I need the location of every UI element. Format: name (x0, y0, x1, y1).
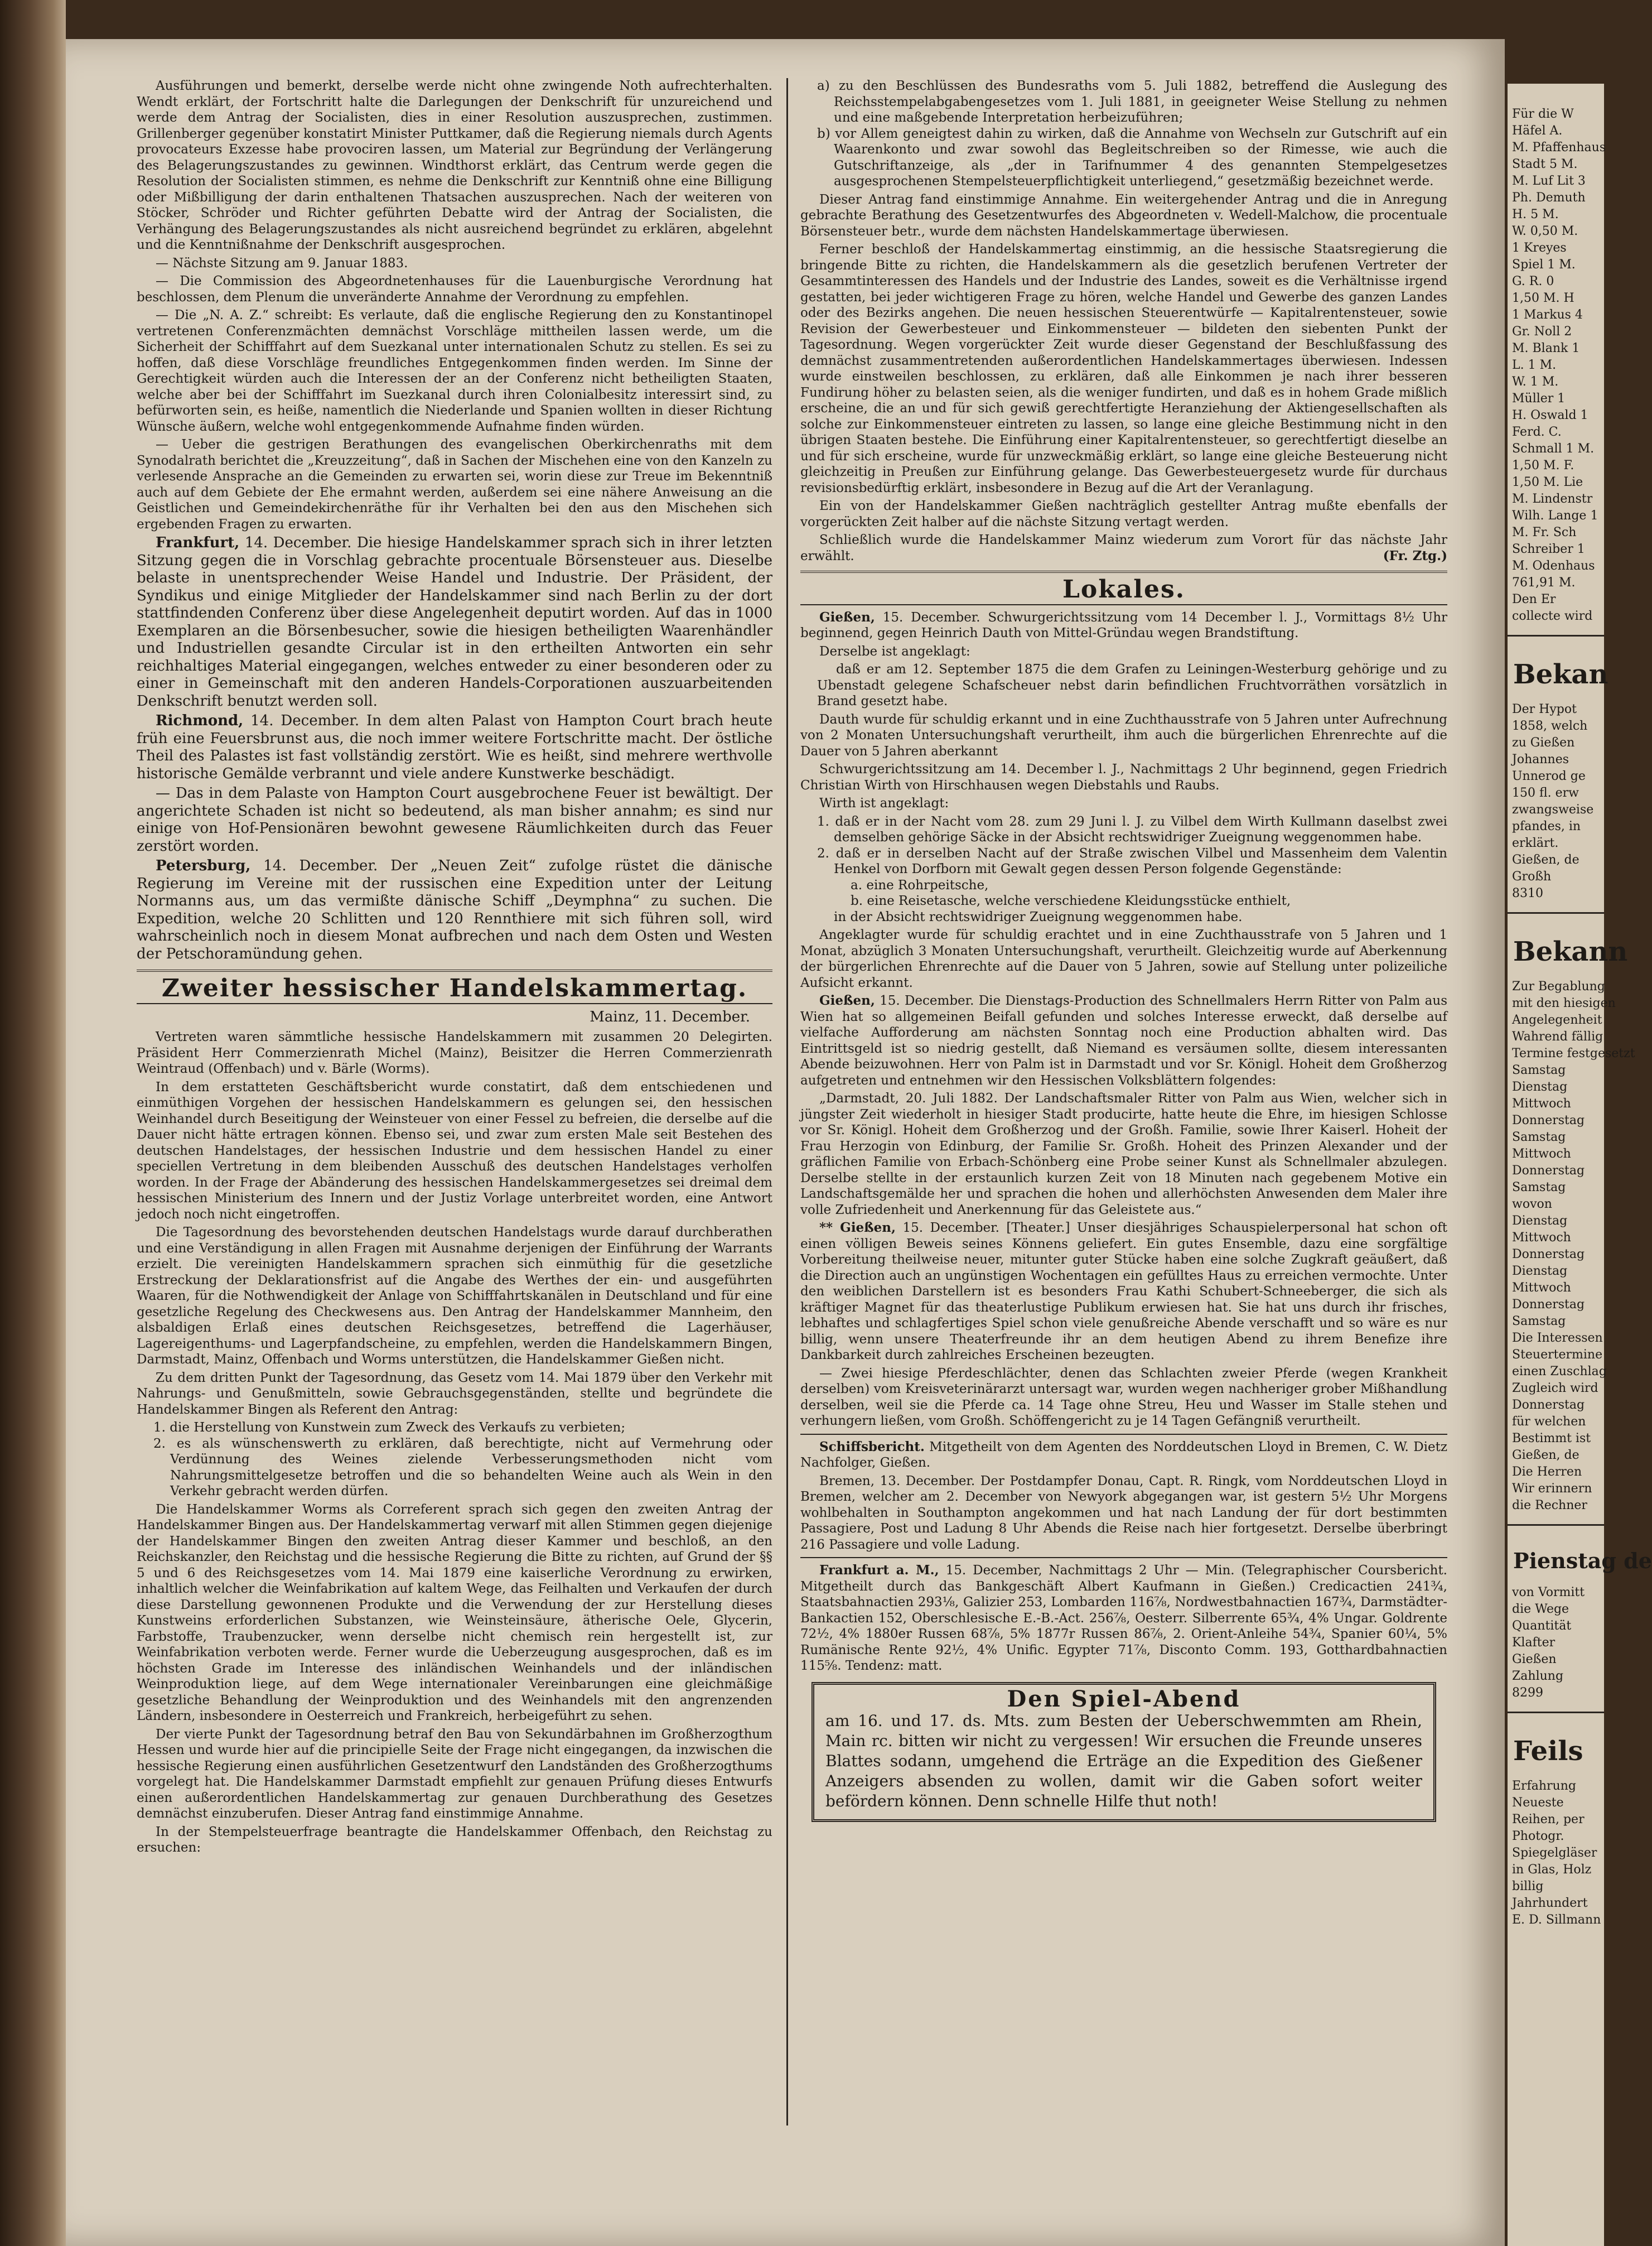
adjacent-text-line: Mittwoch (1512, 1147, 1571, 1161)
news-item-richmond-followup: — Das in dem Palaste von Hampton Court ausgebrochene Feuer ist bewältigt. Der angerichtete Schaden ist nicht so bedeutend, als man bisher annahm; es sind nur einige von Hof-Pensionären bewohnt gewesene Räumlichkeiten durch das Feuer zerstört worden. (137, 785, 772, 855)
adjacent-text-line: Häfel A. (1512, 124, 1563, 138)
news-text: 15. December, Nachmittags 2 Uhr — Min. (Telegraphischer Coursbericht. Mitgetheilt durch das Bankgeschäft Albert Kaufmann in Gießen.) Credicactien 241¾, Staatsbahnactien 293⅛, Galizier 253, Lombarden 116⅞, Nordwestbahnactien 167¾, Darmstädter-Bankactien 152, Oberschlesische E.-B.-Act. 256⅞, Oesterr. Silberrente 65¾, 4% Ungar. Goldrente 72½, 4% 1880er Russen 68⅞, 5% 1877r Russen 86⅞, 2. Orient-Anleihe 54¾, Spanier 60¼, 5% Rumänische Rente 92½, 4% Unific. Egypter 71⅞, Disconto Comm. 193, Gotthardbahnactien 115⅝. Tendenz: matt. (800, 1563, 1447, 1673)
article-paragraph: Vertreten waren sämmtliche hessische Handelskammern mit zusammen 20 Delegirten. Präsident Herr Commerzienrath Michel (Mainz), Beisitzer die Herren Commerzienrath Weintraud (Offenbach) und v. Bärle (Worms). (137, 1030, 772, 1076)
dateline-place: ** Gießen, (819, 1220, 896, 1235)
adjacent-text-line: 8310 (1512, 886, 1543, 900)
news-item-frankfurt (137, 534, 772, 710)
charge-label: Derselbe ist angeklagt: (819, 644, 970, 659)
right-column (800, 78, 1447, 1822)
adjacent-text-line: G. R. 0 (1512, 274, 1554, 288)
dateline-place: Gießen, (819, 609, 875, 625)
news-text: 15. December. Die Dienstags-Production des Schnellmalers Herrn Ritter von Palm aus Wien hat so allgemeinen Beifall gefunden und solches Interesse erweckt, daß derselbe auf vielfache Aufforderung am nächsten Sonntag noch eine Production abhalten wird. Das Eintrittsgeld ist so niedrig gestellt, daß Niemand es versäumen sollte, diesem interessanten Abende beizuwohnen. Herr von Palm ist in Darmstadt und vor Sr. Königl. Hoheit dem Großherzog aufgetreten und entnehmen wir den Hessischen Volksblättern folgendes: (800, 994, 1447, 1088)
adjacent-text-line: die Wege (1512, 1602, 1569, 1616)
adjacent-page (1506, 84, 1652, 2246)
counts-list (817, 814, 1447, 926)
article-paragraph: Ausführungen und bemerkt, derselbe werde nicht ohne zwingende Noth aufrechterhalten. Wendt erklärt, der Fortschritt halte die Darlegungen der Denkschrift für unzureichend und werde dem Antrag der Socialisten, dies in einer Resolution auszusprechen, zustimmen. Grillenberger gegenüber konstatirt Minister Puttkamer, daß die Regierung niemals durch Agents provocateurs Exzesse habe provociren lassen, um Material zur Begründung der Verlängerung des Belagerungszustandes zu gewinnen. Windthorst erklärt, das Centrum werde gegen die Resolution der Socialisten stimmen, es nehme die Denkschrift zur Kenntniß ohne eine Billigung oder Mißbilligung der darin enthaltenen Thatsachen auszusprechen. Nach der weiteren von Stöcker, Schröder und Richter geführten Debatte wird der Antrag der Socialisten, die Verhängung des Belagerungszustandes als nicht ausreichend begründet zu erklären, abgelehnt und die Kenntnißnahme der Denkschrift ausgesprochen. (137, 79, 772, 252)
article-paragraph: Ferner beschloß der Handelskammertag einstimmig, an die hessische Staatsregierung die bringende Bitte zu richten, die Handelskammern als die gesetzlich berufenen Vertreter der Gesammtinteressen des Handels und der Industrie des Landes, soweit es die Verhältnisse irgend gestatten, bei jeder wichtigeren Frage zu hören, welche Handel und Gewerbe des ganzen Landes oder des Bezirks angehen. Die neuen hessischen Steuerentwürfe — Kapitalrentensteuer, sowie Revision der Gewerbesteuer und Einkommensteuer — bildeten den siebenten Punkt der Tagesordnung. Wegen vorgerückter Zeit wurde dieser Gegenstand der Beschlußfassung des demnächst zusammentretenden außerordentlichen Handelskammertages überwiesen. Indessen wurde einstweilen beschlossen, zu erklären, daß alle Einkommen je nach ihrer besseren Fundirung höher zu belasten seien, als die weniger fundirten, und daß es in hohem Grade mißlich erscheine, die an und für sich gewiß gerechtfertigte Heranziehung der Aktiengesellschaften als solche zur Einkommensteuer eintreten zu lassen, so lange eine gleiche Bestimmung nicht in den übrigen Staaten bestehe. Die Einführung einer Kapitalrentensteuer, so gerechtfertigt dieselbe an und für sich erscheine, wurde für unzweckmäßig erklärt, so lange eine gleiche Besteuerung nicht gleichzeitig in Preußen zur Einführung gelange. Das Gewerbesteuergesetz wurde für durchaus revisionsbedürftig erklärt, insbesondere in Bezug auf die Art der Veranlagung. (800, 242, 1447, 495)
adjacent-heading: Bekann (1513, 936, 1628, 967)
antrag-list (817, 78, 1447, 190)
adjacent-text-line: Die Interessen (1512, 1331, 1603, 1345)
adjacent-text-line: Wir erinnern (1512, 1482, 1592, 1496)
dateline-place: Richmond, (156, 712, 244, 729)
adjacent-text-line: Großh (1512, 870, 1552, 884)
section-rule (137, 970, 772, 972)
adjacent-text-line: Steuertermine (1512, 1348, 1603, 1362)
dateline-place: Frankfurt, (156, 534, 240, 551)
adjacent-text-line: für welchen (1512, 1415, 1586, 1429)
adjacent-text-line: 1858, welch (1512, 719, 1588, 733)
adjacent-text-line: Termine festgesetzt (1512, 1047, 1635, 1061)
adjacent-text-line: Dienstag (1512, 1080, 1568, 1094)
adjacent-text-line: W. 0,50 M. (1512, 224, 1578, 238)
adjacent-text-line: wovon (1512, 1197, 1552, 1211)
list-item: 1. daß er in der Nacht vom 28. zum 29 Juni l. J. zu Vilbel dem Wirth Kullmann daselbst zwei demselben gehörige Säcke in der Absicht rechtswidriger Zueignung weggenommen habe. (817, 814, 1447, 845)
adjacent-text-line: Samstag (1512, 1314, 1566, 1328)
list-item: b) vor Allem geneigtest dahin zu wirken, daß die Annahme von Wechseln zur Gutschrift auf ein Waarenkonto und zwar sowohl das Begleitschreiben so der Rimesse, wie auch die Gutschriftanzeige, als „der in Tarifnummer 4 des genannten Stempelgesetzes ausgesprochenen Stempelsteuerpflichtigkeit unterliegend,“ gesetzmäßig bezeichnet werde. (817, 126, 1447, 189)
news-item-horses: — Zwei hiesige Pferdeschlächter, denen das Schlachten zweier Pferde (wegen Krankheit derselben) vom Kreisveterinärarzt untersagt war, wurden wegen nachheriger grober Mißhandlung derselben, weil sie die Pferde ca. 14 Tage ohne Streu, Heu und Wasser im Stalle stehen und verhungern ließen, vom Großh. Schöffengericht zu je 14 Tagen Gefängniß verurtheilt. (800, 1366, 1447, 1428)
adjacent-text-line: Wilh. Lange 1 (1512, 509, 1598, 523)
adjacent-rule (1508, 1712, 1604, 1713)
news-item-theater (800, 1220, 1447, 1363)
article-paragraph: — Ueber die gestrigen Berathungen des evangelischen Oberkirchenraths mit dem Synodalrath berichtet die „Kreuzzeitung“, daß in Sachen der Mischehen eine von den Kanzeln zu verlesende Ansprache an die Gemeinden zu erwarten sei, worin diese zur Treue im Bekenntniß auch auf dem Gebiete der Ehe ermahnt werden, außerdem sei eine nähere Anweisung an die Geistlichen und Gemeindekirchenräthe für ihr Verhalten bei den aus den Mischehen sich ergebenden Fragen zu erwarten. (137, 437, 772, 532)
article-paragraph: — Die „N. A. Z.“ schreibt: Es verlaute, daß die englische Regierung den zu Konstantinopel vertretenen Conferenzmächten demnächst Vorschläge mittheilen lassen werde, um die Sicherheit der Schifffahrt auf dem Suezkanal unter internationalen Schutz zu stellen. Es sei zu hoffen, daß diese Vorschläge freundliches Entgegenkommen finden werden. Im Sinne der Gerechtigkeit würden auch die Interessen der an der Conferenz nicht betheiligten Staaten, welche aber bei der Schifffahrt im Suezkanal durch ihren Colonialbesitz interessirt sind, zu befürworten sein, es heiße, namentlich die Niederlande und Spanien wollten in dieser Richtung Wünsche äußern, welche wohl entgegenkommende Aufnahme finden würden. (137, 308, 772, 434)
adjacent-text-line: Mittwoch (1512, 1231, 1571, 1245)
adjacent-text-line: Spiel 1 M. (1512, 258, 1576, 272)
article-paragraph: Der vierte Punkt der Tagesordnung betraf den Bau von Sekundärbahnen im Großherzogthum Hessen und wurde hier auf die principielle Seite der Frage nicht eingegangen, da inzwischen die hessische Regierung einen ausführlichen Gesetzentwurf den Landständen des Großherzogthums vorgelegt hat. Die Handelskammer Darmstadt empfiehlt zur genauen Prüfung dieses Entwurfs einen außerordentlichen Handelskammertag zur genauen Durchberathung des Gesetzes demnächst einzuberufen. Dieser Antrag fand einstimmige Annahme. (137, 1727, 772, 1821)
adjacent-text-line: E. D. Sillmann (1512, 1913, 1601, 1927)
adjacent-text-line: Donnerstag (1512, 1398, 1585, 1412)
article-paragraph: In der Stempelsteuerfrage beantragte die Handelskammer Offenbach, den Reichstag zu ersuchen: (137, 1824, 772, 1855)
lokales-heading: Lokales. (1062, 575, 1186, 604)
article-paragraph: Dieser Antrag fand einstimmige Annahme. Ein weitergehender Antrag und die in Anregung gebrachte Berathung des Gesetzentwurfes des Abgeordneten v. Wedell-Malchow, die procentuale Börsensteuer betr., wurde dem nächsten Handelskammertage überwiesen. (800, 192, 1447, 239)
adjacent-text-line: L. 1 M. (1512, 358, 1557, 372)
advertisement-text: am 16. und 17. ds. Mts. zum Besten der Ueberschwemmten am Rhein, Main rc. bitten wir nicht zu vergessen! Wir ersuchen die Freunde unseres Blattes sodann, umgehend die Erträge an die Expedition des Gießener Anzeigers absenden zu wollen, damit wir die Gaben sofort weiter befördern können. Denn schnelle Hilfe thut noth! (825, 1712, 1422, 1810)
source-credit: (Fr. Ztg.) (1383, 548, 1447, 563)
adjacent-text-line: Ferd. C. (1512, 425, 1562, 439)
adjacent-text-line: Donnerstag (1512, 1164, 1585, 1178)
adjacent-text-line: 8299 (1512, 1686, 1543, 1700)
list-item: in der Absicht rechtswidriger Zueignung weggenommen habe. (834, 909, 1243, 924)
list-item: a) zu den Beschlüssen des Bundesraths vom 5. Juli 1882, betreffend die Auslegung des Reichsstempelabgabengesetzes vom 1. Juli 1881, in geeigneter Weise Stellung zu nehmen und eine maßgebende Interpretation herbeizuführen; (817, 79, 1447, 125)
adjacent-rule (1508, 635, 1604, 637)
news-item-petersburg (137, 857, 772, 963)
verdict-text: Dauth wurde für schuldig erkannt und in eine Zuchthausstrafe von 5 Jahren unter Aufrechnung von 2 Monaten Untersuchungshaft verurtheilt, ihm auch die bürgerlichen Ehrenrechte auf die Dauer von 5 Jahren aberkannt (800, 712, 1447, 759)
article-paragraph: — Die Commission des Abgeordnetenhauses für die Lauenburgische Verordnung hat beschlossen, dem Plenum die unveränderte Annahme der Verordnung zu empfehlen. (137, 274, 772, 305)
adjacent-text-line: Der Hypot (1512, 702, 1577, 716)
ship-report-body: Bremen, 13. December. Der Postdampfer Donau, Capt. R. Ringk, vom Norddeutschen Lloyd in Bremen, welcher am 2. December von Newyork abgegangen war, ist gestern 5½ Uhr Morgens wohlbehalten in Southampton angekommen und hat nach Landung der für dort bestimmten Passagiere, Post und Ladung 8 Uhr Abends die Reise nach hier fortgesetzt. Derselbe überbringt 216 Passagiere und volle Ladung. (800, 1473, 1447, 1552)
adjacent-text-line: 1,50 M. F. (1512, 459, 1574, 473)
article-paragraph: Ein von der Handelskammer Gießen nachträglich gestellter Antrag mußte ebenfalls der vorgerückten Zeit halber auf die nächste Sitzung vertagt werden. (800, 499, 1447, 529)
adjacent-heading: Feils (1513, 1736, 1583, 1767)
adjacent-text-line: Photogr. (1512, 1829, 1564, 1843)
adjacent-text-line: Wahrend fällig (1512, 1030, 1603, 1044)
stock-report (800, 1563, 1447, 1674)
adjacent-text-line: 1,50 M. Lie (1512, 475, 1583, 489)
adjacent-text-line: Gießen, de (1512, 853, 1579, 867)
adjacent-text-line: pfandes, in (1512, 820, 1581, 833)
dateline-place: Petersburg, (156, 857, 251, 874)
adjacent-text-line: collecte wird (1512, 609, 1593, 623)
adjacent-text-line: 1 Markus 4 (1512, 308, 1583, 322)
article-paragraph: Die Handelskammer Worms als Correferent sprach sich gegen den zweiten Antrag der Handelskammer Bingen aus. Der Handelskammertag verwarf mit allen Stimmen gegen diejenige der Handelskammer Bingen den zweiten Antrag dieser Kammer und beschloß, an den Reichskanzler, den Reichstag und die hessische Regierung die Bitte zu richten, auf Grund der §§ 5 und 6 des Reichsgesetzes vom 14. Mai 1879 eine kaiserliche Verordnung zu erwirken, inhaltlich welcher die Weinfabrikation auf kaltem Wege, das Feilhalten und Verkaufen der durch diese Darstellung gewonnenen Produkte und die Verwendung der zur Herstellung dieses Kunstweins erforderlichen Substanzen, wie Weinsteinsäure, ätherische Oele, Glycerin, Farbstoffe, Traubenzucker, wenn derselbe nicht chemisch rein hergestellt ist, zur Weinfabrikation verboten werde. Ferner wurde die Ueberzeugung ausgesprochen, daß es im höchsten Grade im Interesse des inländischen Weinhandels und der inländischen Weinproduktion liege, auf dem Wege internationaler Vereinbarungen eine gleichmäßige gesetzliche Behandlung der Weinproduktion und des Weinhandels mit den angrenzenden Ländern, insbesondere in Oesterreich und Frankreich, herbeigeführt zu sehen. (137, 1502, 772, 1723)
adjacent-text-line: einen Zuschlag (1512, 1365, 1607, 1379)
adjacent-text-line: Reihen, per (1512, 1813, 1585, 1826)
adjacent-rule (1508, 1524, 1604, 1526)
article-paragraph: Zu dem dritten Punkt der Tagesordnung, das Gesetz vom 14. Mai 1879 über den Verkehr mit Nahrungs- und Genußmitteln, sowie Gebrauchsgegenständen, stellte und begründete die Handelskammer Bingen als Referent den Antrag: (137, 1370, 772, 1417)
adjacent-rule (1508, 912, 1604, 914)
adjacent-text-line: Für die W (1512, 107, 1574, 121)
court-report (800, 610, 1447, 642)
numbered-list (153, 1420, 772, 1500)
adjacent-text-line: 761,91 M. (1512, 576, 1576, 590)
news-text: Mitgetheilt von dem Agenten des Norddeutschen Lloyd in Bremen, C. W. Dietz Nachfolger, Gießen. (800, 1439, 1447, 1470)
advertisement-box (811, 1682, 1436, 1823)
adjacent-text-line: M. Blank 1 (1512, 341, 1580, 355)
adjacent-text-line: Erfahrung (1512, 1779, 1576, 1793)
list-item: 1. die Herstellung von Kunstwein zum Zweck des Verkaufs zu verbieten; (153, 1420, 626, 1435)
news-text: 15. December. [Theater.] Unser diesjähriges Schauspielerpersonal hat schon oft einen völligen Beweis seines Könnens geliefert. Ein gutes Ensemble, dazu eine sorgfältige Vorbereitung theilweise neuer, mitunter guter Stücke haben eine solche Zugkraft geäußert, daß die Direction auch an ungünstigen Wochentagen ein gefülltes Haus zu erreichen vermochte. Unter den weiblichen Darstellern ist es besonders Frau Kathi Schubert-Schneeberger, die sich als kräftiger Magnet für das theaterlustige Publikum erwiesen hat. Sie hat uns durch ihr frisches, lebhaftes und schlagfertiges Spiel schon viele genußreiche Abende verschafft und so wäre es nur billig, wenn unsere Theaterfreunde ihr an dem heutigen Abend zu ihrem Benefize ihre Dankbarkeit durch zahlreiches Erscheinen bezeugten. (800, 1221, 1448, 1362)
article-dateline: Mainz, 11. December. (590, 1008, 750, 1025)
article-paragraph: In dem erstatteten Geschäftsbericht wurde constatirt, daß dem entschiedenen und einmüthigen Vorgehen der hessischen Handelskammern es gelungen sei, den hessischen Weinhandel durch Beseitigung der Weinsteuer von einer Fessel zu befreien, die derselbe auf die Dauer nicht hätte ertragen können. Ebenso sei, und zwar zum ersten Male seit Bestehen des deutschen Handelstages, der hessischen Industrie und dem hessischen Handel zu einer speciellen Vertretung in dem bleibenden Ausschuß des deutschen Handelstages verholfen worden. In der Frage der Abänderung des hessischen Handelskammergesetzes sei dreimal dem hessischen Ministerium des Innern und der Justiz Vorlage unterbreitet worden, eine Antwort jedoch noch nicht eingetroffen. (137, 1079, 772, 1222)
adjacent-text-line: Spiegelgläser (1512, 1846, 1597, 1860)
news-text: 14. December. Die hiesige Handelskammer sprach sich in ihrer letzten Sitzung gegen die in Vorschlag gebrachte procentuale Börsensteuer aus. Dieselbe belaste in unentsprechender Weise Handel und Industrie. Der Präsident, der Syndikus und einige Mitglieder der Handelskammer sind nach Berlin zu der dort stattfindenden Conferenz über diese Angelegenheit deputirt worden. Auf das in 1000 Exemplaren an die Börsenbesucher, sowie die hiesigen betheiligten Waarenhändler und Industriellen gesandte Circular ist in den ertheilten Antworten ein sehr reichhaltiges Material eingegangen, welches entweder zu einer besonderen oder zu einer in Gemeinschaft mit den anderen Handels-Corporationen auszuarbeitenden Denkschrift benutzt werden soll. (137, 534, 772, 710)
adjacent-text-line: Ph. Demuth (1512, 191, 1586, 205)
adjacent-text-line: W. 1 M. (1512, 375, 1559, 389)
adjacent-text-line: 1 Kreyes (1512, 241, 1567, 255)
adjacent-heading: Pienstag de (1513, 1548, 1652, 1573)
adjacent-text-line: Angelegenheit (1512, 1013, 1602, 1027)
adjacent-text-line: Dienstag (1512, 1214, 1568, 1228)
adjacent-text-line: zwangsweise (1512, 803, 1594, 817)
adjacent-text-line: zu Gießen (1512, 736, 1575, 750)
adjacent-text-line: Den Er (1512, 592, 1556, 606)
adjacent-text-line: 1,50 M. H (1512, 291, 1574, 305)
list-item: b. eine Reisetasche, welche verschiedene Kleidungsstücke enthielt, (851, 894, 1291, 908)
adjacent-text-line: erklärt. (1512, 836, 1559, 850)
adjacent-text-line: billig (1512, 1879, 1544, 1893)
adjacent-text-line: Mittwoch (1512, 1281, 1571, 1295)
adjacent-text-line: 150 fl. erw (1512, 786, 1579, 800)
verdict-text: Angeklagter wurde für schuldig erachtet und in eine Zuchthausstrafe von 5 Jahren und 1 Monat, abzüglich 3 Monaten Untersuchungshaft, verurtheilt. Gleichzeitig wurde auf Aberkennung der bürgerlichen Ehrenrechte auf die Dauer von 5 Jahren, sowie auf Stellung unter polizeiliche Aufsicht erkannt. (800, 928, 1447, 990)
adjacent-text-line: M. Lindenstr (1512, 492, 1593, 506)
adjacent-text-line: Zahlung (1512, 1669, 1564, 1683)
quoted-report: „Darmstadt, 20. Juli 1882. Der Landschaftsmaler Ritter von Palm aus Wien, welcher sich in jüngster Zeit wiederholt in hiesiger Stadt producirte, hatte heute die Ehre, im hiesigen Schlosse vor Sr. Königl. Hoheit dem Großherzog und der Großh. Familie, sowie Ihrer Kaiserl. Hoheit der Frau Herzogin von Edinburg, der Familie Sr. Großh. Hoheit des Prinzen Alexander und der gräflichen Familie von Erbach-Schönberg eine Probe seiner Kunst als Schnellmaler abzulegen. Derselbe stellte in der erstaunlich kurzen Zeit von 18 Minuten nach gegebenem Motive ein Landschaftsgemälde her und sprachen die hohen und allerhöchsten Anwesenden dem Maler ihre volle Zufriedenheit und Anerkennung für das Geleistete aus.“ (800, 1091, 1447, 1217)
article-heading: Zweiter hessischer Handelskammertag. (161, 974, 748, 1002)
adjacent-text-line: Müller 1 (1512, 392, 1566, 406)
adjacent-text-line: von Vormitt (1512, 1585, 1585, 1599)
adjacent-text-line: Mittwoch (1512, 1097, 1571, 1111)
adjacent-text-line: M. Luf Lit 3 (1512, 174, 1586, 188)
adjacent-text-line: Dienstag (1512, 1264, 1568, 1278)
adjacent-text-line: Donnerstag (1512, 1247, 1585, 1261)
adjacent-text-line: Samstag (1512, 1063, 1566, 1077)
section-rule (800, 1557, 1447, 1558)
adjacent-text-line: Unnerod ge (1512, 769, 1586, 783)
adjacent-text-line: Klafter (1512, 1636, 1556, 1650)
column-divider (786, 78, 788, 2125)
dateline-place: Gießen, (819, 993, 875, 1008)
adjacent-text-line: H. Oswald 1 (1512, 408, 1588, 422)
list-item: a. eine Rohrpeitsche, (851, 878, 989, 893)
adjacent-text-line: Donnerstag (1512, 1114, 1585, 1127)
left-column (137, 78, 772, 1858)
section-rule (800, 1434, 1447, 1435)
adjacent-text-line: Bestimmt ist (1512, 1432, 1591, 1445)
news-item-palm (800, 993, 1447, 1088)
heading-rule (800, 604, 1447, 605)
adjacent-text-line: mit den hiesigen (1512, 996, 1616, 1010)
adjacent-heading: Bekan (1513, 659, 1608, 690)
section-rule (800, 571, 1447, 573)
session-text: Schwurgerichtssitzung am 14. December l. J., Nachmittags 2 Uhr beginnend, gegen Friedrich Christian Wirth von Hirschhausen wegen Diebstahls und Raubs. (800, 762, 1447, 793)
charge-label: Wirth ist angeklagt: (819, 796, 949, 811)
news-text: 14. December. In dem alten Palast von Hampton Court brach heute früh eine Feuersbrunst aus, die noch immer weitere Fortschritte macht. Der östliche Theil des Palastes ist fast vollständig zerstört. Wie es heißt, sind mehrere werthvolle historische Gemälde verbrannt und viele andere Kunstwerke beschädigt. (137, 712, 772, 782)
adjacent-text-line: die Rechner (1512, 1498, 1587, 1512)
charge-text: daß er am 12. September 1875 die dem Grafen zu Leiningen-Westerburg gehörige und zu Ubenstadt gelegene Schafscheuer nebst darin befindlichen Fruchtvorräthen vorsätzlich in Brand gesetzt habe. (817, 662, 1447, 708)
stock-report-label: Frankfurt a. M., (819, 1563, 939, 1578)
book-spine-edge (0, 0, 66, 2246)
adjacent-text-line: Johannes (1512, 753, 1569, 767)
adjacent-text-line: Stadt 5 M. (1512, 157, 1578, 171)
adjacent-text-line: Schreiber 1 (1512, 542, 1585, 556)
ship-report-label: Schiffsbericht. (819, 1439, 925, 1454)
list-item: 2. es als wünschenswerth zu erklären, daß berechtigte, nicht auf Vermehrung oder Verdünnung des Weines zielende Verbesserungsmethoden nicht vom Nahrungsmittelgesetze betroffen und die so behandelten Weine auch als Wein in den Verkehr gebracht werden dürfen. (153, 1436, 772, 1498)
ship-report (800, 1439, 1447, 1471)
article-paragraph (800, 532, 1447, 564)
advertisement-title: Den Spiel-Abend (1007, 1685, 1241, 1712)
adjacent-text-line: Neueste (1512, 1796, 1564, 1810)
adjacent-text-line: Samstag (1512, 1130, 1566, 1144)
closing-sentence: Schließlich wurde die Handelskammer Mainz wiederum zum Vorort für das nächste Jahr erwählt. (800, 533, 1447, 563)
list-item: 2. daß er in derselben Nacht auf der Straße zwischen Vilbel und Massenheim dem Valentin Henkel von Dorfborn mit Gewalt gegen dessen Person folgende Gegenstände: (817, 846, 1447, 876)
adjacent-text-line: Gießen (1512, 1652, 1557, 1666)
adjacent-text-line: Die Herren (1512, 1465, 1582, 1479)
adjacent-text-line: Gr. Noll 2 (1512, 325, 1572, 339)
adjacent-text-line: M. Pfaffenhaus (1512, 141, 1606, 155)
news-text: 15. December. Schwurgerichtssitzung vom 14 December l. J., Vormittags 8½ Uhr beginnend, gegen Heinrich Dauth von Mittel-Gründau wegen Brandstiftung. (800, 610, 1447, 640)
adjacent-text-line: Jahrhundert (1512, 1896, 1588, 1910)
adjacent-text-line: Samstag (1512, 1180, 1566, 1194)
news-text: 14. December. Der „Neuen Zeit“ zufolge rüstet die dänische Regierung im Vereine mit der russischen eine Expedition unter der Leitung Normanns aus, um das vermißte dänische Schiff „Deymphna“ zu suchen. Die Expedition, welche 20 Schlitten und 120 Rennthiere mit sich führen soll, wird wahrscheinlich noch in diesem Monat aufbrechen und nach dem Osten und Westen der Petschoramündung gehen. (137, 857, 772, 962)
adjacent-text-line: H. 5 M. (1512, 208, 1559, 221)
article-paragraph: Die Tagesordnung des bevorstehenden deutschen Handelstags wurde darauf durchberathen und eine Verständigung in allen Fragen mit Ausnahme derjenigen der Einführung der Warrants erzielt. Die vereinigten Handelskammern sprachen sich einmüthig für die gesetzliche Erstreckung der Deklarationsfrist auf die Angabe des Werthes der ein- und ausgeführten Waaren, für die Nothwendigkeit der Anlage von Schifffahrtskanälen in Deutschland und für eine gesetzliche Regelung des Checkwesens aus. Den Antrag der Handelskammer Mannheim, den alsbaldigen Erlaß eines deutschen Reichsgesetzes, betreffend die Lagerhäuser, Lagereigenthums- und Lagerpfandscheine, zu empfehlen, werden die Handelskammern Bingen, Darmstadt, Mainz, Offenbach und Worms unterstützen, die Handelskammer Gießen nicht. (137, 1225, 772, 1367)
news-item-richmond (137, 712, 772, 783)
adjacent-text-line: Zur Begablung (1512, 980, 1605, 994)
adjacent-text-line: Quantität (1512, 1619, 1572, 1633)
adjacent-text-line: Schmall 1 M. (1512, 442, 1595, 456)
adjacent-text-line: Donnerstag (1512, 1298, 1585, 1312)
heading-rule (137, 1003, 772, 1004)
adjacent-text-line: M. Fr. Sch (1512, 526, 1577, 539)
article-paragraph: — Nächste Sitzung am 9. Januar 1883. (156, 256, 408, 271)
adjacent-text-line: M. Odenhaus (1512, 559, 1595, 573)
adjacent-text-line: Zugleich wird (1512, 1381, 1598, 1395)
adjacent-text-line: in Glas, Holz (1512, 1863, 1592, 1877)
adjacent-text-line: Gießen, de (1512, 1448, 1579, 1462)
